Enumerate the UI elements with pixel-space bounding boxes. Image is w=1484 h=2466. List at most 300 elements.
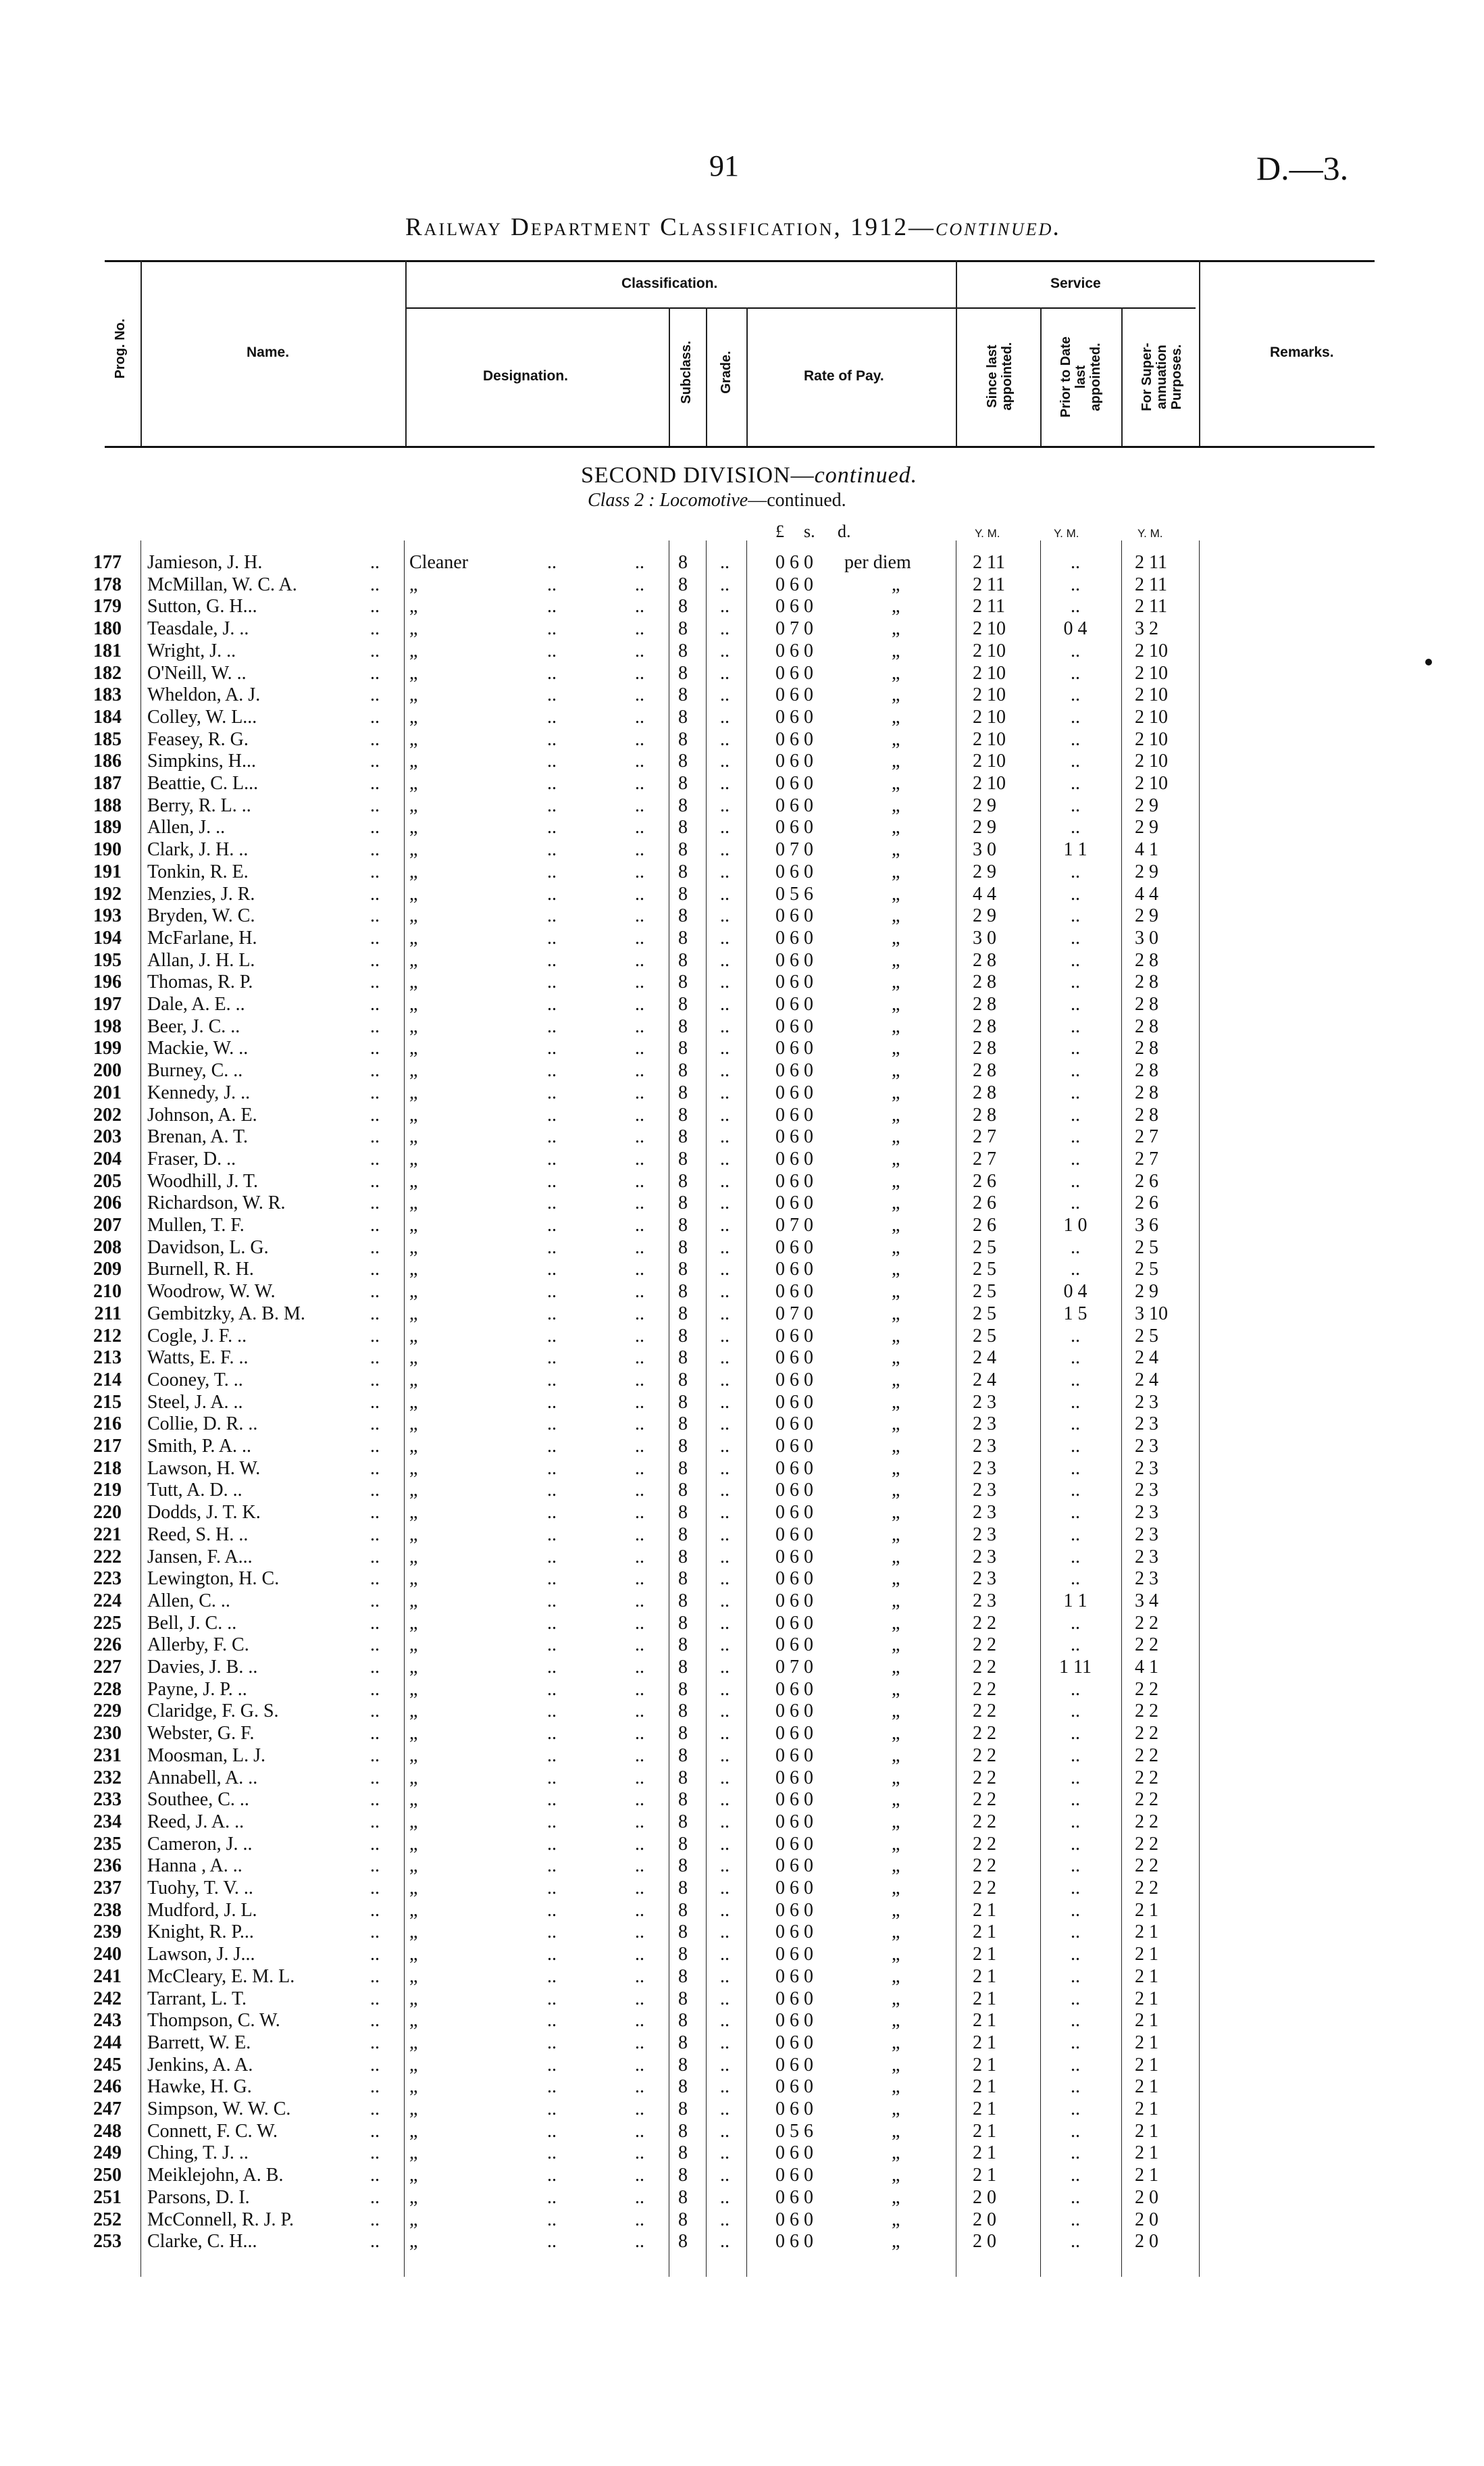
page-number: 91: [709, 149, 739, 182]
prog-no: 229: [93, 1701, 122, 1722]
leader-dots: ..: [547, 1767, 557, 1788]
employee-name: Gembitzky, A. B. M.: [147, 1303, 305, 1324]
subclass-mark: ..: [635, 1281, 644, 1303]
service-prior: ..: [1071, 2186, 1080, 2208]
leader-dots: ..: [370, 1480, 380, 1501]
employee-name: Mullen, T. F.: [147, 1215, 245, 1236]
designation: „: [409, 927, 418, 949]
rate-of-pay: 0 6 0: [775, 1944, 813, 1965]
leader-dots: ..: [370, 817, 380, 838]
leader-dots: ..: [547, 773, 557, 794]
grade-value: 8: [678, 1303, 688, 1324]
grade-value: 8: [678, 1612, 688, 1634]
service-superannuation: 4 1: [1135, 1657, 1158, 1678]
leader-dots: ..: [720, 1899, 730, 1921]
prog-no: 216: [93, 1413, 122, 1435]
leader-dots: ..: [547, 2010, 557, 2032]
title-continued: continued.: [936, 213, 1062, 241]
leader-dots: ..: [370, 1899, 380, 1921]
pay-period: „: [892, 1170, 900, 1192]
table-row: [0, 1966, 1484, 1988]
service-superannuation: 2 1: [1135, 2054, 1158, 2075]
leader-dots: ..: [547, 927, 557, 949]
leader-dots: ..: [370, 1391, 380, 1413]
service-prior: ..: [1071, 1612, 1080, 1634]
grade-value: 8: [678, 1568, 688, 1590]
division-name: SECOND DIVISION—: [581, 463, 815, 488]
rate-of-pay: 0 6 0: [775, 1082, 813, 1103]
rate-of-pay: 0 6 0: [775, 728, 813, 750]
grade-value: 8: [678, 1855, 688, 1877]
service-since-last: 2 0: [973, 2231, 996, 2253]
designation: „: [409, 751, 418, 772]
prog-no: 221: [93, 1524, 122, 1545]
subclass-mark: ..: [635, 2186, 644, 2208]
table-row: [0, 1192, 1484, 1214]
division-continued: continued.: [814, 463, 918, 488]
prog-no: 186: [93, 751, 122, 772]
service-prior: ..: [1071, 2165, 1080, 2186]
leader-dots: ..: [720, 1723, 730, 1744]
subclass-mark: ..: [635, 1634, 644, 1656]
pay-period: „: [892, 1038, 900, 1059]
service-superannuation: 2 1: [1135, 1921, 1158, 1943]
grade-value: 8: [678, 1038, 688, 1059]
service-superannuation: 2 9: [1135, 861, 1158, 882]
prog-no: 233: [93, 1789, 122, 1811]
prog-no: 178: [93, 574, 122, 595]
leader-dots: ..: [370, 927, 380, 949]
table-row: [0, 2010, 1484, 2032]
designation: „: [409, 2209, 418, 2230]
grade-value: 8: [678, 1325, 688, 1347]
leader-dots: ..: [720, 1855, 730, 1877]
service-superannuation: 2 7: [1135, 1126, 1158, 1148]
table-row: [0, 1524, 1484, 1546]
leader-dots: ..: [720, 1612, 730, 1634]
leader-dots: ..: [547, 728, 557, 750]
leader-dots: ..: [547, 574, 557, 595]
class-continued: —continued.: [748, 490, 846, 511]
employee-name: Teasdale, J. ..: [147, 618, 249, 640]
service-prior: ..: [1071, 706, 1080, 728]
table-row: [0, 861, 1484, 883]
leader-dots: ..: [720, 1148, 730, 1169]
unit-ym-prior: Y. M.: [1054, 527, 1079, 540]
subclass-mark: ..: [635, 861, 644, 882]
prog-no: 241: [93, 1965, 122, 1987]
employee-name: McConnell, R. J. P.: [147, 2209, 295, 2230]
employee-name: Tuohy, T. V. ..: [147, 1878, 253, 1898]
leader-dots: ..: [720, 972, 730, 993]
leader-dots: ..: [547, 861, 557, 882]
pay-period: „: [892, 839, 900, 861]
leader-dots: ..: [720, 2165, 730, 2186]
employee-name: Burnell, R. H.: [147, 1259, 254, 1280]
leader-dots: ..: [370, 2054, 380, 2075]
service-since-last: 2 3: [973, 1436, 996, 1457]
subclass-mark: ..: [635, 1413, 644, 1435]
pay-period: „: [892, 574, 900, 595]
designation: „: [409, 1148, 418, 1169]
leader-dots: ..: [720, 2186, 730, 2208]
table-row: [0, 905, 1484, 927]
table-row: [0, 1082, 1484, 1104]
leader-dots: ..: [370, 1038, 380, 1059]
service-prior: ..: [1071, 817, 1080, 838]
leader-dots: ..: [547, 1104, 557, 1126]
prog-no: 220: [93, 1502, 122, 1524]
table-row: [0, 1215, 1484, 1236]
prog-no: 195: [93, 949, 122, 971]
leader-dots: ..: [720, 949, 730, 971]
service-since-last: 2 8: [973, 1060, 996, 1082]
leader-dots: ..: [547, 552, 557, 573]
leader-dots: ..: [720, 728, 730, 750]
leader-dots: ..: [370, 1325, 380, 1347]
service-since-last: 2 5: [973, 1325, 996, 1347]
service-superannuation: 2 2: [1135, 1701, 1158, 1722]
prog-no: 183: [93, 684, 122, 706]
service-superannuation: 2 3: [1135, 1524, 1158, 1545]
leader-dots: ..: [720, 905, 730, 927]
service-since-last: 2 10: [973, 706, 1006, 728]
prog-no: 212: [93, 1325, 122, 1347]
subclass-mark: ..: [635, 662, 644, 684]
prog-no: 238: [93, 1899, 122, 1921]
title-main: Railway Department Classification, 1912—: [405, 213, 936, 241]
table-row: [0, 1126, 1484, 1148]
rate-of-pay: 0 6 0: [775, 994, 813, 1015]
pay-period: „: [892, 2032, 900, 2053]
leader-dots: ..: [370, 1965, 380, 1987]
service-since-last: 2 3: [973, 1546, 996, 1567]
rate-of-pay: 0 6 0: [775, 1678, 813, 1700]
service-since-last: 2 3: [973, 1391, 996, 1413]
employee-name: Reed, S. H. ..: [147, 1524, 249, 1545]
rate-of-pay: 0 6 0: [775, 1060, 813, 1082]
grade-value: 8: [678, 1944, 688, 1965]
table-row: [0, 1634, 1484, 1656]
employee-name: O'Neill, W. ..: [147, 662, 247, 684]
table-row: [0, 1944, 1484, 1965]
prog-no: 181: [93, 640, 122, 661]
header-top-rule: [105, 260, 1375, 262]
employee-name: Bryden, W. C.: [147, 905, 255, 927]
employee-name: Webster, G. F.: [147, 1723, 255, 1744]
leader-dots: ..: [370, 618, 380, 640]
header-designation: Designation.: [483, 368, 569, 384]
subclass-mark: ..: [635, 2142, 644, 2164]
pay-period: „: [892, 1015, 900, 1037]
rate-of-pay: 0 6 0: [775, 1988, 813, 2009]
leader-dots: ..: [370, 1502, 380, 1524]
rate-of-pay: 0 7 0: [775, 1303, 813, 1324]
designation: „: [409, 905, 418, 927]
prog-no: 211: [94, 1303, 122, 1324]
table-row: [0, 1679, 1484, 1701]
leader-dots: ..: [370, 773, 380, 794]
leader-dots: ..: [370, 949, 380, 971]
subclass-mark: ..: [635, 1568, 644, 1590]
employee-name: Meiklejohn, A. B.: [147, 2165, 284, 2186]
designation: „: [409, 773, 418, 794]
grade-value: 8: [678, 618, 688, 640]
table-row: [0, 1326, 1484, 1347]
subclass-mark: ..: [635, 618, 644, 640]
grade-value: 8: [678, 1215, 688, 1236]
leader-dots: ..: [547, 1502, 557, 1524]
table-row: [0, 1105, 1484, 1126]
leader-dots: ..: [370, 1236, 380, 1258]
subclass-mark: ..: [635, 1259, 644, 1280]
service-superannuation: 2 5: [1135, 1325, 1158, 1347]
leader-dots: ..: [370, 1281, 380, 1303]
service-superannuation: 2 1: [1135, 2142, 1158, 2164]
leader-dots: ..: [720, 1215, 730, 1236]
prog-no: 191: [93, 861, 122, 882]
employee-name: Berry, R. L. ..: [147, 795, 251, 816]
rate-of-pay: 0 6 0: [775, 1413, 813, 1435]
employee-name: Mackie, W. ..: [147, 1038, 249, 1059]
service-superannuation: 2 1: [1135, 2165, 1158, 2186]
service-since-last: 2 3: [973, 1502, 996, 1524]
leader-dots: ..: [720, 552, 730, 573]
grade-value: 8: [678, 596, 688, 618]
leader-dots: ..: [370, 972, 380, 993]
leader-dots: ..: [547, 1634, 557, 1656]
service-prior: ..: [1071, 1060, 1080, 1082]
pay-period: „: [892, 618, 900, 640]
employee-name: Allan, J. H. L.: [147, 949, 255, 971]
service-prior: ..: [1071, 1878, 1080, 1898]
service-since-last: 2 7: [973, 1148, 996, 1169]
service-superannuation: 2 3: [1135, 1391, 1158, 1413]
leader-dots: ..: [720, 1192, 730, 1214]
prog-no: 194: [93, 927, 122, 949]
leader-dots: ..: [370, 1259, 380, 1280]
table-row: [0, 684, 1484, 706]
service-superannuation: 2 2: [1135, 1723, 1158, 1744]
leader-dots: ..: [547, 1457, 557, 1479]
table-row: [0, 928, 1484, 949]
service-superannuation: 2 0: [1135, 2186, 1158, 2208]
header-superannuation: For Super-annuation Purposes.: [1140, 343, 1184, 411]
rate-of-pay: 0 6 0: [775, 1744, 813, 1766]
rate-of-pay: 0 6 0: [775, 1347, 813, 1369]
leader-dots: ..: [547, 751, 557, 772]
table-row: [0, 1613, 1484, 1634]
service-prior: 1 11: [1059, 1657, 1092, 1678]
rate-of-pay: 0 6 0: [775, 1457, 813, 1479]
service-superannuation: 2 1: [1135, 1899, 1158, 1921]
pay-period: „: [892, 1546, 900, 1567]
leader-dots: ..: [720, 1965, 730, 1987]
pay-period: „: [892, 927, 900, 949]
service-superannuation: 2 1: [1135, 2032, 1158, 2053]
leader-dots: ..: [720, 1833, 730, 1855]
table-row: [0, 2055, 1484, 2076]
table-row: [0, 1259, 1484, 1280]
service-prior: ..: [1071, 1524, 1080, 1545]
subclass-mark: ..: [635, 2032, 644, 2053]
leader-dots: ..: [547, 1347, 557, 1369]
employee-name: Lawson, H. W.: [147, 1457, 261, 1479]
service-since-last: 2 2: [973, 1744, 996, 1766]
rate-of-pay: 0 6 0: [775, 1921, 813, 1943]
prog-no: 244: [93, 2032, 122, 2053]
service-superannuation: 2 2: [1135, 1767, 1158, 1788]
grade-value: 8: [678, 1236, 688, 1258]
prog-no: 179: [93, 596, 122, 618]
grade-value: 8: [678, 795, 688, 816]
table-row: [0, 1171, 1484, 1192]
pay-period: „: [892, 1259, 900, 1280]
header-bottom-rule: [105, 446, 1375, 448]
designation: „: [409, 1325, 418, 1347]
employee-name: Parsons, D. I.: [147, 2186, 250, 2208]
service-since-last: 2 10: [973, 662, 1006, 684]
service-superannuation: 2 9: [1135, 905, 1158, 927]
grade-value: 8: [678, 1878, 688, 1898]
subclass-mark: ..: [635, 1015, 644, 1037]
leader-dots: ..: [547, 2142, 557, 2164]
designation: „: [409, 2186, 418, 2208]
leader-dots: ..: [370, 2186, 380, 2208]
pay-period: „: [892, 1391, 900, 1413]
pay-period: „: [892, 1347, 900, 1369]
table-row: [0, 2076, 1484, 2098]
leader-dots: ..: [547, 972, 557, 993]
prog-no: 242: [93, 1988, 122, 2009]
service-superannuation: 2 3: [1135, 1546, 1158, 1567]
subclass-mark: ..: [635, 684, 644, 706]
employee-name: Lawson, J. J...: [147, 1944, 255, 1965]
employee-name: Hawke, H. G.: [147, 2076, 252, 2098]
grade-value: 8: [678, 684, 688, 706]
prog-no: 205: [93, 1170, 122, 1192]
designation: „: [409, 1259, 418, 1280]
service-prior: ..: [1071, 1126, 1080, 1148]
service-since-last: 2 1: [973, 2032, 996, 2053]
designation: „: [409, 972, 418, 993]
leader-dots: ..: [547, 1126, 557, 1148]
leader-dots: ..: [370, 640, 380, 661]
grade-value: 8: [678, 949, 688, 971]
service-since-last: 2 2: [973, 1657, 996, 1678]
rate-of-pay: 0 6 0: [775, 1524, 813, 1545]
leader-dots: ..: [547, 1215, 557, 1236]
service-prior: 1 5: [1063, 1303, 1088, 1324]
service-prior: ..: [1071, 773, 1080, 794]
employee-name: Hanna , A. ..: [147, 1855, 242, 1877]
service-superannuation: 4 4: [1135, 883, 1158, 905]
leader-dots: ..: [370, 552, 380, 573]
grade-value: 8: [678, 905, 688, 927]
table-row: [0, 2187, 1484, 2209]
subclass-mark: ..: [635, 1878, 644, 1898]
pay-period: „: [892, 1192, 900, 1214]
pay-period: „: [892, 1833, 900, 1855]
leader-dots: ..: [720, 2098, 730, 2119]
subclass-mark: ..: [635, 1657, 644, 1678]
subclass-mark: ..: [635, 1126, 644, 1148]
grade-value: 8: [678, 2165, 688, 2186]
prog-no: 219: [93, 1480, 122, 1501]
pay-period: „: [892, 1568, 900, 1590]
grade-value: 8: [678, 927, 688, 949]
prog-no: 235: [93, 1833, 122, 1855]
pay-period: „: [892, 1303, 900, 1324]
employee-name: Cameron, J. ..: [147, 1833, 253, 1855]
pay-period: „: [892, 2076, 900, 2098]
pay-period: „: [892, 640, 900, 661]
prog-no: 253: [93, 2231, 122, 2253]
leader-dots: ..: [720, 1060, 730, 1082]
grade-value: 8: [678, 994, 688, 1015]
service-superannuation: 2 2: [1135, 1833, 1158, 1855]
leader-dots: ..: [370, 1148, 380, 1169]
subclass-mark: ..: [635, 1590, 644, 1611]
unit-ym-super: Y. M.: [1137, 527, 1163, 540]
rate-of-pay: 0 6 0: [775, 1480, 813, 1501]
grade-value: 8: [678, 2098, 688, 2119]
prog-no: 230: [93, 1723, 122, 1744]
designation: „: [409, 1568, 418, 1590]
service-prior: ..: [1071, 552, 1080, 573]
pay-period: „: [892, 1767, 900, 1788]
grade-value: 8: [678, 1126, 688, 1148]
pay-period: „: [892, 751, 900, 772]
rate-of-pay: 0 6 0: [775, 596, 813, 618]
designation: „: [409, 662, 418, 684]
designation: „: [409, 1236, 418, 1258]
pay-period: „: [892, 684, 900, 706]
leader-dots: ..: [720, 1878, 730, 1898]
rate-of-pay: 0 6 0: [775, 1104, 813, 1126]
leader-dots: ..: [547, 1281, 557, 1303]
service-prior: 1 0: [1063, 1215, 1088, 1236]
subclass-mark: ..: [635, 1723, 644, 1744]
service-prior: ..: [1071, 994, 1080, 1015]
leader-dots: ..: [720, 1480, 730, 1501]
table-row: [0, 1281, 1484, 1303]
grade-value: 8: [678, 706, 688, 728]
service-since-last: 2 2: [973, 1612, 996, 1634]
service-since-last: 2 1: [973, 2098, 996, 2119]
designation: „: [409, 861, 418, 882]
table-row: [0, 1458, 1484, 1480]
table-row: [0, 2032, 1484, 2054]
service-prior: 0 4: [1063, 618, 1088, 640]
service-since-last: 2 8: [973, 972, 996, 993]
service-superannuation: 2 3: [1135, 1568, 1158, 1590]
table-row: [0, 751, 1484, 772]
designation: „: [409, 1921, 418, 1943]
grade-value: 8: [678, 1899, 688, 1921]
grade-value: 8: [678, 2010, 688, 2032]
employee-name: Brenan, A. T.: [147, 1126, 249, 1148]
rate-of-pay: 0 6 0: [775, 1701, 813, 1722]
service-since-last: 2 5: [973, 1236, 996, 1258]
service-since-last: 2 6: [973, 1192, 996, 1214]
service-superannuation: 2 8: [1135, 972, 1158, 993]
service-prior: ..: [1071, 1325, 1080, 1347]
prog-no: 208: [93, 1236, 122, 1258]
table-row: [0, 663, 1484, 684]
service-superannuation: 3 6: [1135, 1215, 1158, 1236]
employee-name: McCleary, E. M. L.: [147, 1965, 295, 1987]
